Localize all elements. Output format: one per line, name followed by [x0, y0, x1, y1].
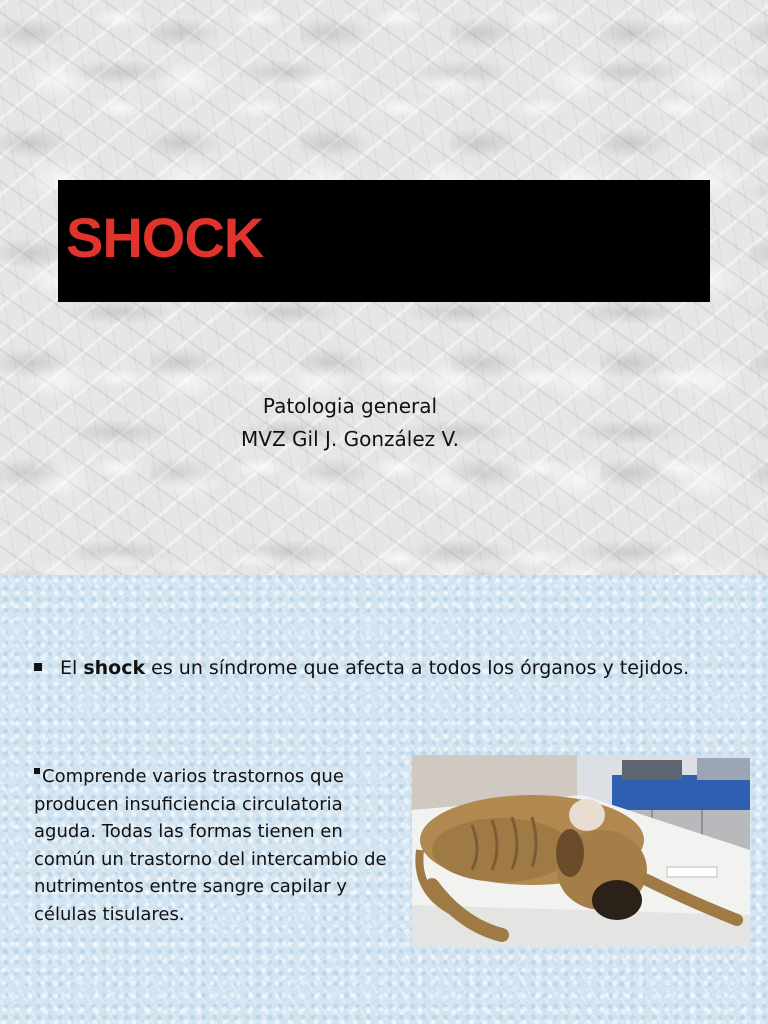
- course-name: Patologia general: [262, 394, 438, 418]
- bullet-icon: [34, 768, 40, 774]
- paragraph-text: Comprende varios trastornos que producen insuficiencia circulatoria aguda. Todas las formas tienen en común un trastorno del intercambio de nutrimentos entre sangre capilar y células tisulares.: [34, 766, 387, 925]
- author-name: MVZ Gil J. González V.: [241, 427, 459, 451]
- dog-photo: [412, 755, 750, 946]
- bullet-suffix: es un síndrome que afecta a todos los órganos y tejidos.: [145, 657, 690, 679]
- title-banner: [58, 180, 710, 302]
- description-paragraph: [34, 763, 404, 928]
- content-slide: [0, 575, 768, 1024]
- subtitle-block: [0, 390, 700, 456]
- slide-title: SHOCK: [66, 206, 264, 269]
- bullet-definition: [34, 655, 754, 681]
- dog-photo-illustration: [412, 755, 750, 946]
- bullet-keyword: shock: [83, 657, 146, 679]
- bullet-icon: [34, 663, 42, 671]
- bullet-prefix: El: [60, 657, 84, 679]
